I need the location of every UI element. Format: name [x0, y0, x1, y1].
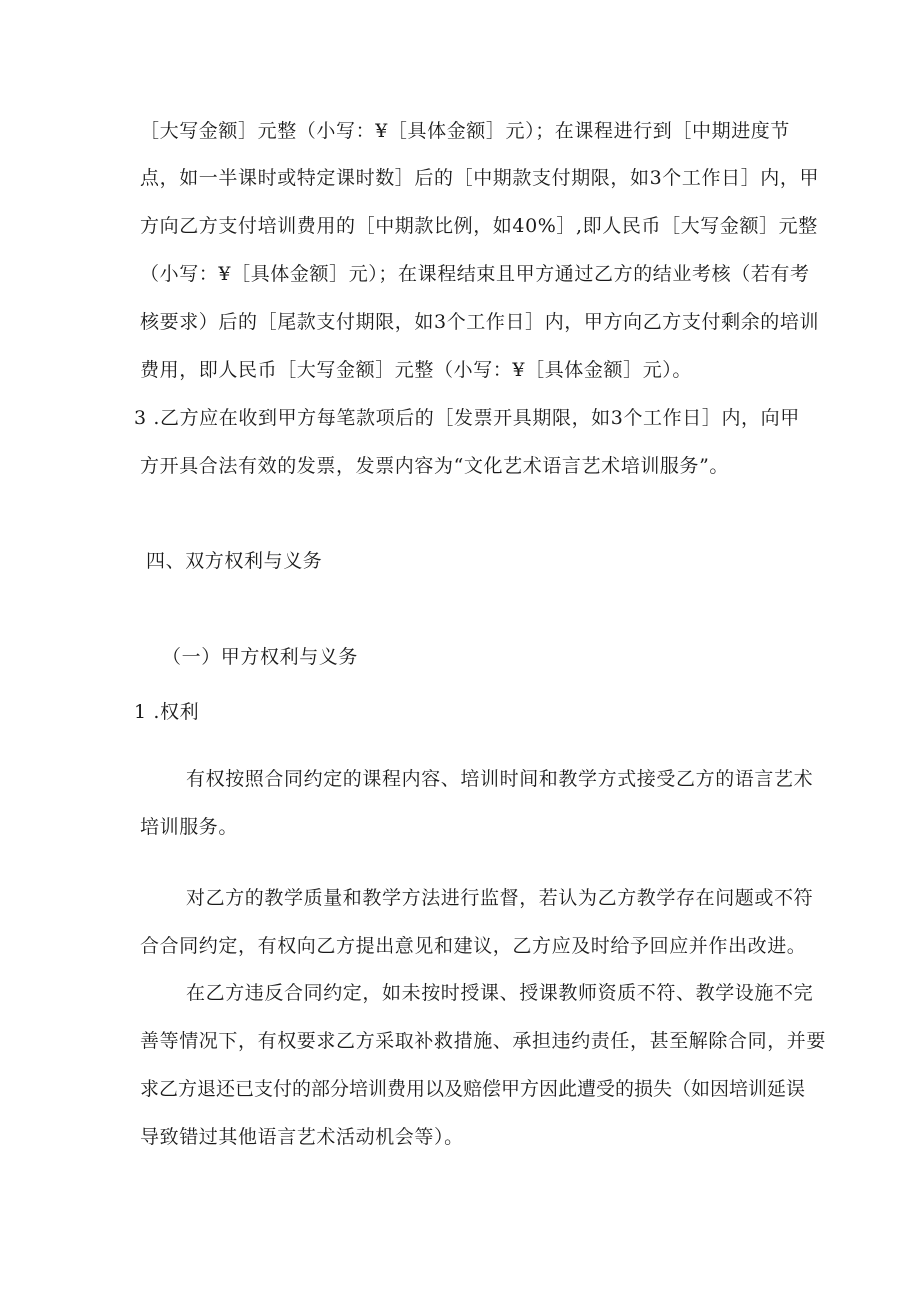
paragraph-2-line-2: 合合同约定，有权向乙方提出意见和建议，乙方应及时给予回应并作出改进。 — [140, 935, 807, 957]
payment-text-line-2: 点，如一半课时或特定课时数］后的［中期款支付期限，如3个工作日］内，甲 — [140, 167, 820, 189]
payment-text-line-1: ［大写金额］元整（小写：¥［具体金额］元）；在课程进行到［中期进度节 — [140, 120, 790, 142]
payment-text-line-4: （小写：¥［具体金额］元）；在课程结束且甲方通过乙方的结业考核（若有考 — [140, 263, 810, 285]
paragraph-1-line-1: 有权按照合同约定的课程内容、培训时间和教学方式接受乙方的语言艺术 — [186, 768, 814, 790]
section-heading: 四、双方权利与义务 — [146, 550, 323, 572]
paragraph-2-line-1: 对乙方的教学质量和教学方法进行监督，若认为乙方教学存在问题或不符 — [186, 887, 814, 909]
subsection-heading: （一）甲方权利与义务 — [162, 646, 359, 668]
payment-text-line-5: 核要求）后的［尾款支付期限，如3个工作日］内，甲方向乙方支付剩余的培训 — [140, 311, 820, 333]
payment-text-line-6: 费用，即人民币［大写金额］元整（小写：¥［具体金额］元）。 — [140, 359, 692, 381]
paragraph-3-line-4: 导致错过其他语言艺术活动机会等）。 — [140, 1126, 464, 1148]
paragraph-3-line-1: 在乙方违反合同约定，如未按时授课、授课教师资质不符、教学设施不完 — [186, 982, 814, 1004]
rights-heading: 1 .权利 — [134, 701, 200, 723]
invoice-clause-line-1: 3 .乙方应在收到甲方每笔款项后的［发票开具期限，如3个工作日］内，向甲 — [134, 407, 800, 429]
paragraph-1-line-2: 培训服务。 — [140, 816, 239, 838]
payment-text-line-3: 方向乙方支付培训费用的［中期款比例，如40%］,即人民币［大写金额］元整 — [140, 215, 818, 237]
invoice-clause-line-2: 方开具合法有效的发票，发票内容为“文化艺术语言艺术培训服务”。 — [140, 455, 730, 477]
paragraph-3-line-2: 善等情况下，有权要求乙方采取补救措施、承担违约责任，甚至解除合同，并要 — [140, 1030, 827, 1052]
paragraph-3-line-3: 求乙方退还已支付的部分培训费用以及赔偿甲方因此遭受的损失（如因培训延误 — [140, 1078, 806, 1100]
